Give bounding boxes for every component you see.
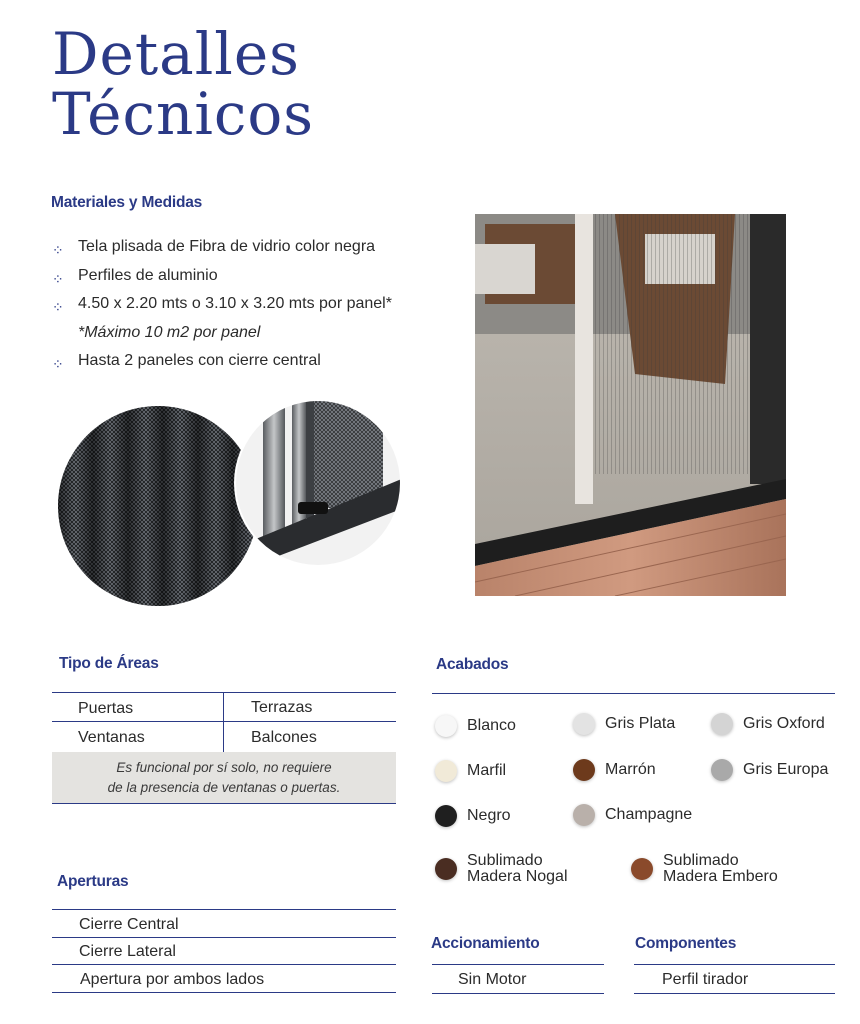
areas-heading: Tipo de Áreas <box>59 655 159 672</box>
aperturas-row-rule <box>52 964 396 965</box>
color-swatch-icon <box>435 858 457 880</box>
bullet-icon: ⁘ <box>52 356 64 372</box>
finish-marfil: Marfil <box>435 760 506 782</box>
finish-champagne: Champagne <box>573 804 692 826</box>
acabados-top-rule <box>432 693 835 694</box>
list-item: Apertura por ambos lados <box>80 971 265 988</box>
acabados-heading: Acabados <box>436 656 509 673</box>
accionamiento-value: Sin Motor <box>458 971 527 988</box>
table-cell: Terrazas <box>251 699 313 716</box>
materiales-list <box>52 236 392 379</box>
finish-negro: Negro <box>435 805 511 827</box>
finish-marron: Marrón <box>573 759 656 781</box>
finish-blanco: Blanco <box>435 715 516 737</box>
list-item: Cierre Lateral <box>79 943 176 960</box>
areas-column-divider <box>223 692 224 752</box>
materiales-heading: Materiales y Medidas <box>51 194 203 211</box>
color-swatch-icon <box>631 858 653 880</box>
accionamiento-heading: Accionamiento <box>431 935 540 952</box>
aperturas-bottom-rule <box>52 992 396 993</box>
title-line-1: Detalles <box>52 20 300 88</box>
table-cell: Balcones <box>251 729 317 746</box>
color-swatch-icon <box>435 715 457 737</box>
finish-gris-europa: Gris Europa <box>711 759 828 781</box>
color-swatch-icon <box>573 759 595 781</box>
aperturas-heading: Aperturas <box>57 873 129 890</box>
mesh-profile-image <box>58 398 403 618</box>
bullet-icon: ⁘ <box>52 242 64 258</box>
componentes-bottom-rule <box>634 993 835 994</box>
bullet-icon: ⁘ <box>52 270 64 287</box>
color-swatch-icon <box>435 760 457 782</box>
list-item: ⁘ Hasta 2 paneles con cierre central <box>52 350 392 379</box>
accionamiento-bottom-rule <box>432 993 604 994</box>
list-item: ⁘ Tela plisada de Fibra de vidrio color negra <box>52 236 392 265</box>
areas-note: Es funcional por sí solo, no requiere de la presencia de ventanas o puertas. <box>52 752 396 804</box>
table-cell: Puertas <box>78 700 134 717</box>
page-title <box>52 20 315 148</box>
list-item: Cierre Central <box>79 916 179 933</box>
color-swatch-icon <box>435 805 457 827</box>
accionamiento-top-rule <box>432 964 604 965</box>
color-swatch-icon <box>711 759 733 781</box>
aperturas-row-rule <box>52 937 396 938</box>
aperturas-top-rule <box>52 909 396 910</box>
componentes-top-rule <box>634 964 835 965</box>
areas-row-rule <box>52 721 396 722</box>
areas-top-rule <box>52 692 396 693</box>
color-swatch-icon <box>573 713 595 735</box>
installed-screen-photo <box>475 214 786 596</box>
componentes-value: Perfil tirador <box>662 971 749 988</box>
color-swatch-icon <box>573 804 595 826</box>
finish-sublimado-nogal: Sublimado Madera Nogal <box>435 853 568 885</box>
title-line-2: Técnicos <box>52 80 315 148</box>
list-item-note: *Máximo 10 m2 por panel <box>78 323 261 341</box>
list-item: ⁘ 4.50 x 2.20 mts o 3.10 x 3.20 mts por panel* <box>52 293 392 322</box>
pleated-mesh-icon <box>58 398 268 618</box>
bullet-icon: ⁘ <box>52 299 64 315</box>
finish-gris-oxford: Gris Oxford <box>711 713 825 735</box>
componentes-heading: Componentes <box>635 935 737 952</box>
finish-gris-plata: Gris Plata <box>573 713 675 735</box>
finish-sublimado-embero: Sublimado Madera Embero <box>631 853 778 885</box>
color-swatch-icon <box>711 713 733 735</box>
list-item: ⁘ Perfiles de aluminio <box>52 265 392 294</box>
table-cell: Ventanas <box>78 729 145 746</box>
